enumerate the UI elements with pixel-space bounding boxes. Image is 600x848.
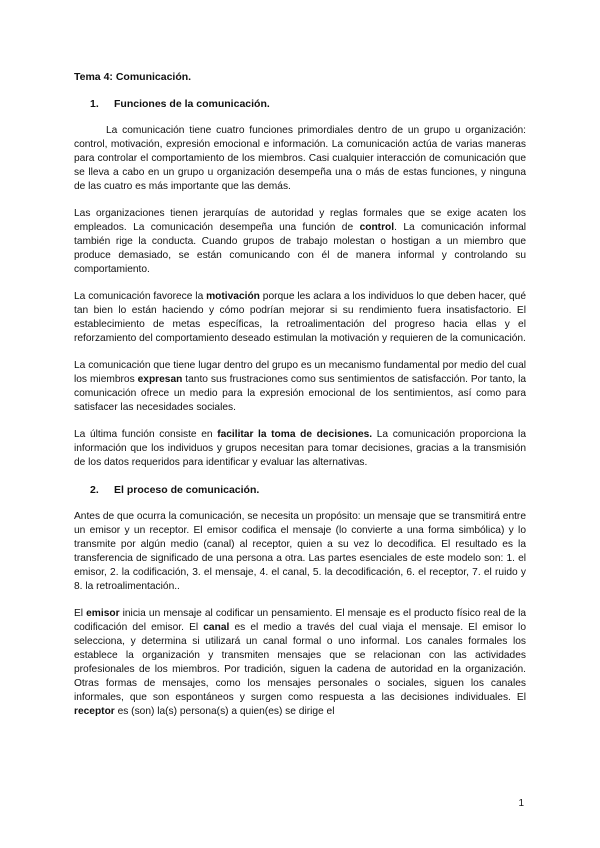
paragraph <box>74 607 526 719</box>
text-run: porque les aclara a los individuos lo que deben hacer, qué tan bien lo están haciendo y cómo podrían mejorar si su rendimiento fuera insatisfactorio. El establecimiento de metas específicas, la retroalimentación del progreso hacia ellas y el reforzamiento del comportamiento deseado estimulan la motivación y requieren de la comunicación. <box>74 291 526 344</box>
text-run: La comunicación proporciona la información que los individuos y grupos necesitan para tomar decisiones, gracias a la transmisión de los datos requeridos para identificar y evaluar las alternativas. <box>74 429 526 468</box>
text-run: es (son) la(s) persona(s) a quien(es) se dirige el <box>114 706 335 717</box>
text-run: La comunicación favorece la <box>74 291 207 302</box>
paragraph <box>74 428 526 470</box>
bold-term-canal: canal <box>203 622 230 633</box>
text-run: . La comunicación informal también rige la conducta. Cuando grupos de trabajo molestan o hostigan a un miembro que produce demasiado, se están comunicando con él de manera informal y controlando su comportamiento. <box>74 222 526 275</box>
text-run: Antes de que ocurra la comunicación, se necesita un propósito: un mensaje que se transmitirá entre un emisor y un receptor. El emisor codifica el mensaje (lo convierte a una forma simbólica) y lo transmite por algún medio (canal) al receptor, quien a su vez lo decodifica. El resultado es la transferencia de significado de una persona a otra. Las partes esenciales de este modelo son: 1. el emisor, 2. la codificación, 3. el mensaje, 4. el canal, 5. la decodificación, 6. el receptor, 7. el ruido y 8. la retroalimentación.. <box>74 511 526 592</box>
section-number: 1. <box>90 98 99 110</box>
bold-term-decisiones: facilitar la toma de decisiones. <box>217 429 373 440</box>
bold-term-motivacion: motivación <box>206 291 260 302</box>
section-heading-proceso <box>90 483 526 497</box>
section-title: Funciones de la comunicación. <box>114 98 270 110</box>
text-run: El <box>74 608 87 619</box>
text-run: Las organizaciones tienen jerarquías de autoridad y reglas formales que se exige acaten los empleados. La comunicación desempeña una función de <box>74 208 526 233</box>
paragraph <box>74 290 526 346</box>
text-run: La comunicación que tiene lugar dentro del grupo es un mecanismo fundamental por medio del cual los miembros <box>74 360 526 385</box>
paragraph <box>74 359 526 415</box>
paragraph <box>74 207 526 277</box>
section-title: El proceso de comunicación. <box>114 484 260 496</box>
paragraph <box>74 124 526 194</box>
bold-term-expresan: expresan <box>137 374 183 385</box>
bold-term-control: control <box>359 222 395 233</box>
bold-term-emisor: emisor <box>86 608 120 619</box>
paragraph <box>74 510 526 594</box>
text-run: La última función consiste en <box>74 429 218 440</box>
text-run: es el medio a través del cual viaja el mensaje. El emisor lo selecciona, y determina si utilizará un canal formal o uno informal. Los canales formales los establece la organización y transmiten mensajes que se relacionan con las actividades profesionales de los miembros. Por tradición, siguen la cadena de autoridad en la organización. Otras formas de mensajes, como los mensajes personales o sociales, siguen los canales informales, que son espontáneos y surgen como respuesta a las decisiones individuales. El <box>74 622 526 703</box>
page-number: 1 <box>518 798 524 809</box>
document-title: Tema 4: Comunicación. <box>74 71 192 83</box>
bold-term-receptor: receptor <box>74 706 115 717</box>
text-run: inicia un mensaje al codificar un pensamiento. El mensaje es el producto físico real de la codificación del emisor. El <box>74 608 526 633</box>
document-body <box>74 70 526 732</box>
text-run: La comunicación tiene cuatro funciones primordiales dentro de un grupo u organización: control, motivación, expresión emocional e información. La comunicación actúa de varias maneras para controlar el comportamiento de los miembros. Casi cualquier interacción de comunicación que se lleva a cabo en un grupo u organización desempeña una o más de estas funciones, y ninguna de las cuatro es más importante que las demás. <box>74 125 526 192</box>
section-number: 2. <box>90 484 99 496</box>
text-run: tanto sus frustraciones como sus sentimientos de satisfacción. Por tanto, la comunicación ofrece un medio para la expresión emocional de los sentimientos, así como para satisfacer las necesidades sociales. <box>74 374 526 413</box>
section-heading-funciones <box>90 97 526 111</box>
